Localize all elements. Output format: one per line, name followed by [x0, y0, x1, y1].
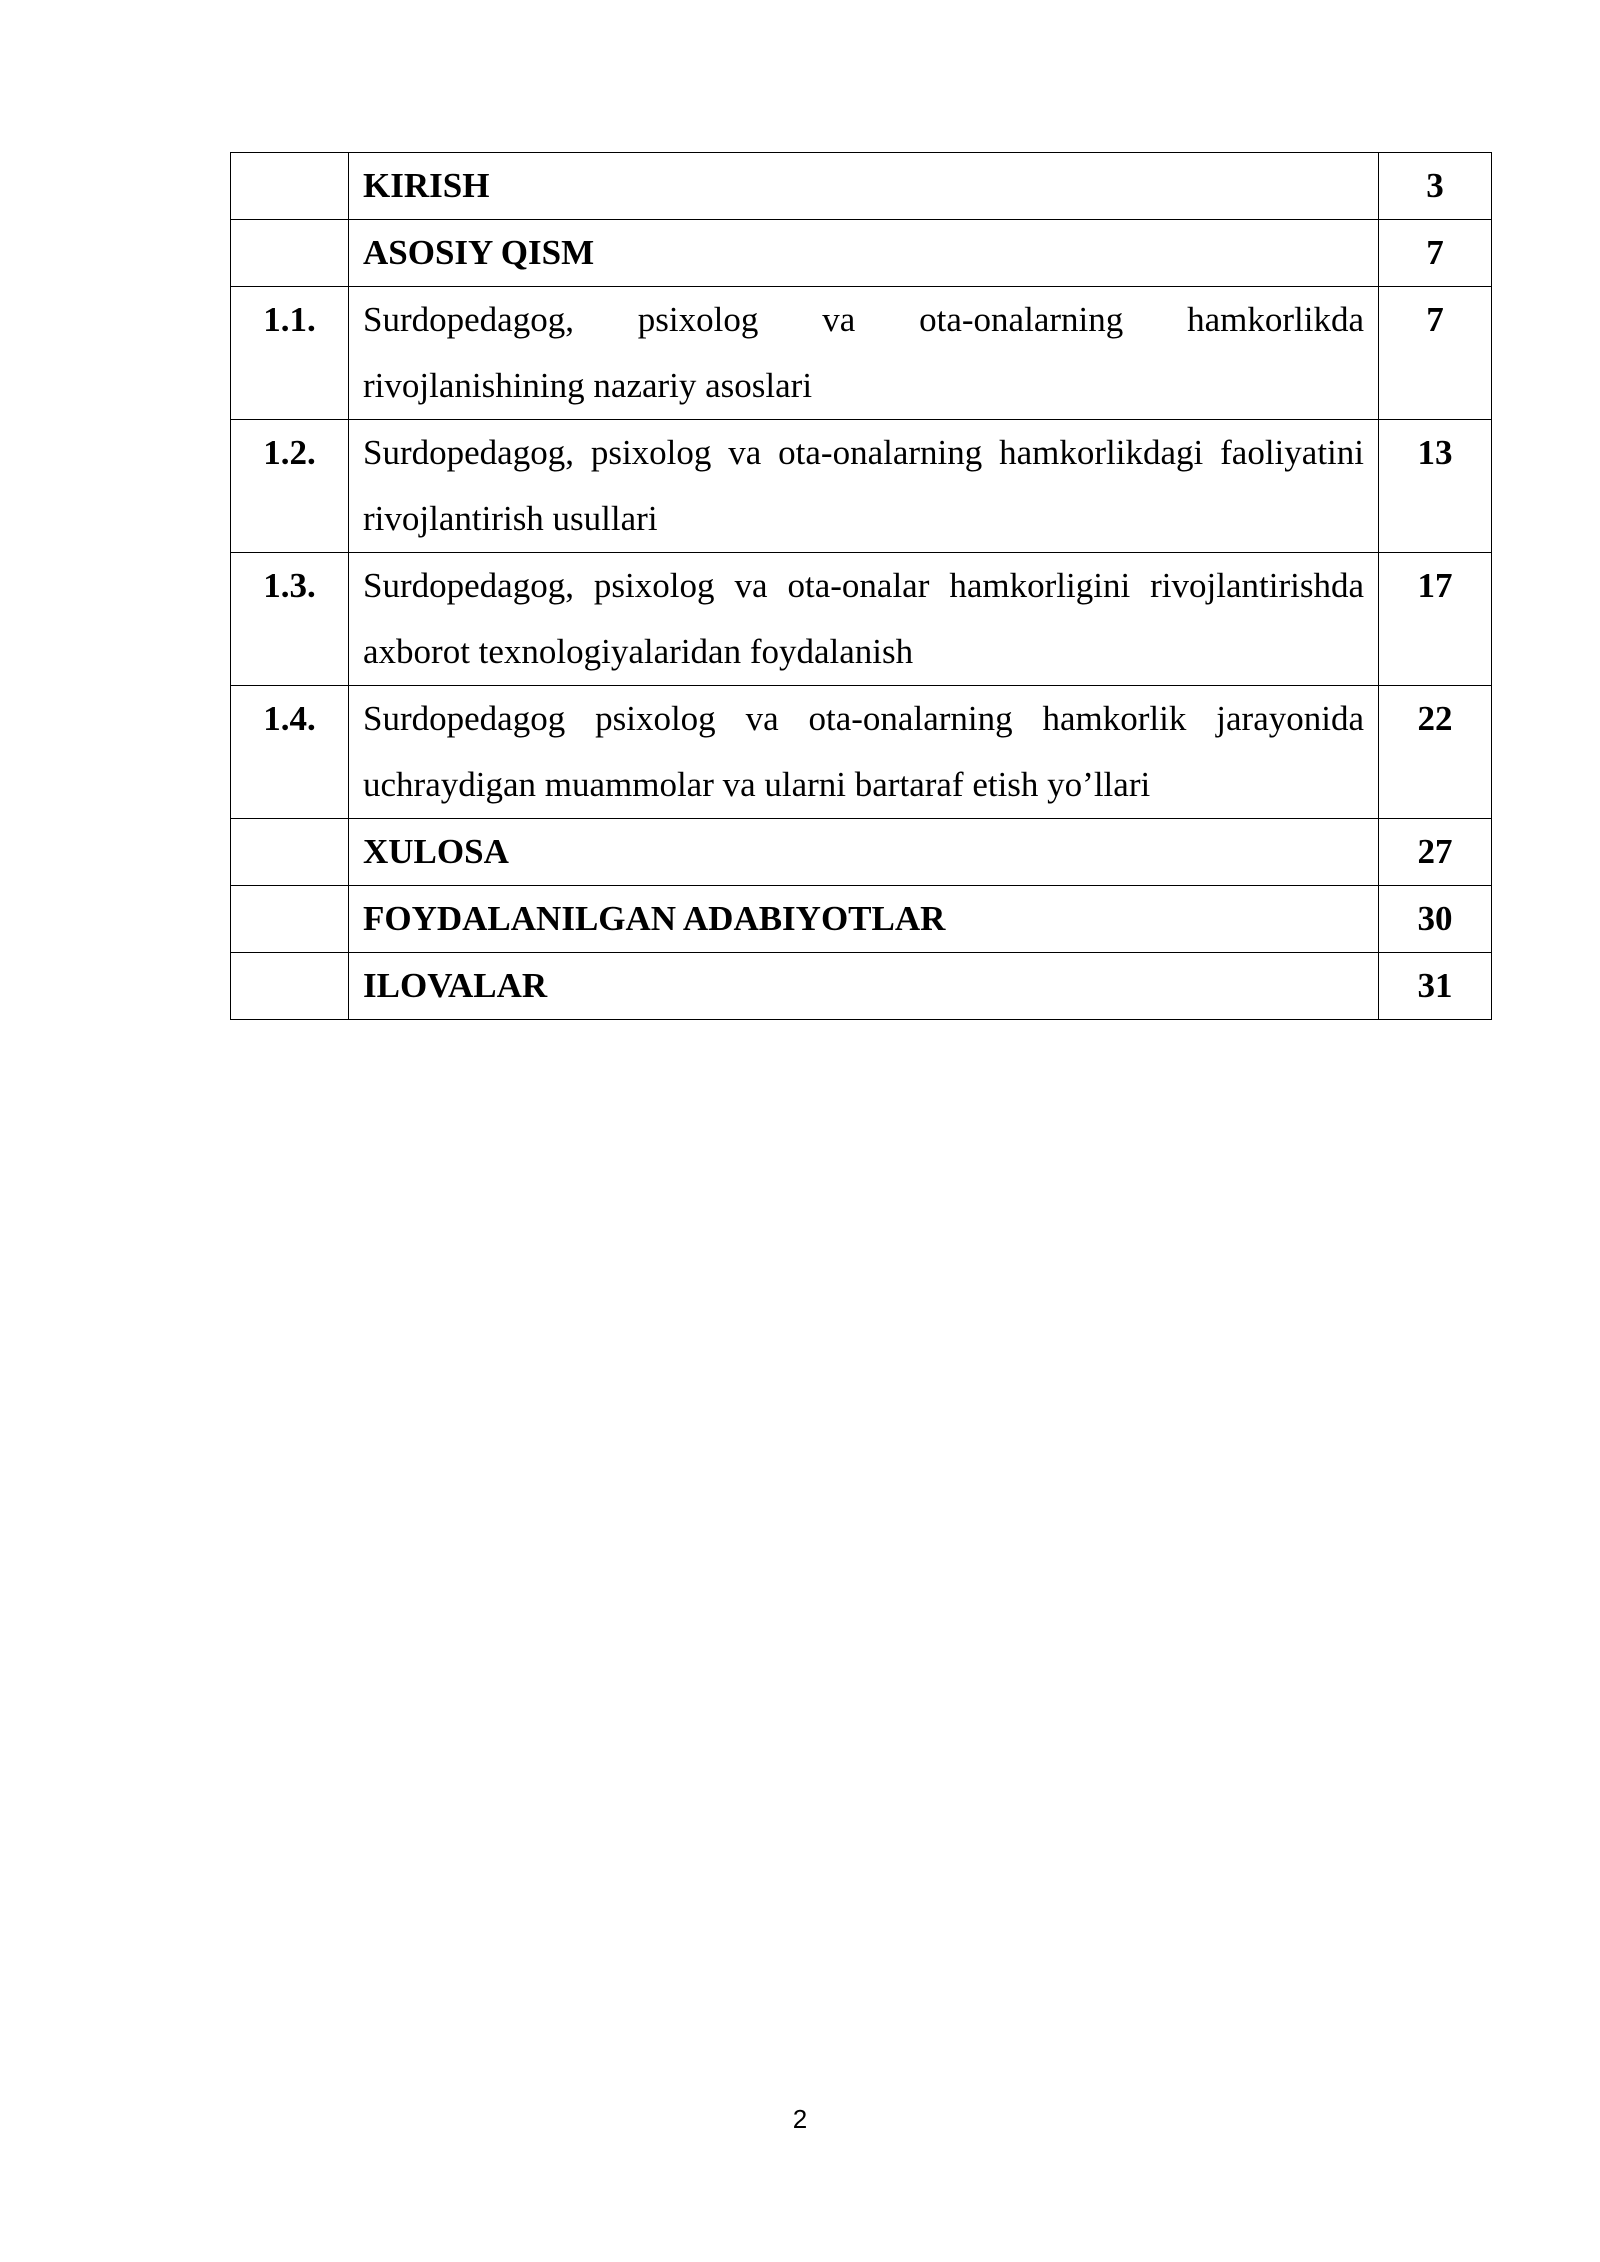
toc-section-number — [231, 953, 349, 1020]
toc-section-title: ASOSIY QISM — [349, 220, 1379, 287]
toc-section-number — [231, 886, 349, 953]
toc-page-number: 7 — [1379, 287, 1492, 420]
toc-section-title: KIRISH — [349, 153, 1379, 220]
toc-page-number: 13 — [1379, 420, 1492, 553]
page-number: 2 — [792, 2104, 808, 2134]
toc-row — [231, 153, 1492, 220]
toc-section-number: 1.1. — [231, 287, 349, 420]
toc-row — [231, 287, 1492, 420]
toc-body — [231, 153, 1492, 1020]
toc-section-number — [231, 220, 349, 287]
toc-section-number — [231, 819, 349, 886]
toc-row — [231, 220, 1492, 287]
toc-page-number: 30 — [1379, 886, 1492, 953]
toc-section-title: XULOSA — [349, 819, 1379, 886]
toc-section-title: Surdopedagog, psixolog va ota-onalarning hamkorlikda rivojlanishining nazariy asoslari — [349, 287, 1379, 420]
toc-section-number — [231, 153, 349, 220]
toc-page-number: 17 — [1379, 553, 1492, 686]
toc-row — [231, 420, 1492, 553]
table-of-contents — [230, 152, 1492, 1020]
toc-section-title: ILOVALAR — [349, 953, 1379, 1020]
toc-section-number: 1.3. — [231, 553, 349, 686]
toc-section-number: 1.4. — [231, 686, 349, 819]
toc-section-title: Surdopedagog psixolog va ota-onalarning hamkorlik jarayonida uchraydigan muammolar va ularni bartaraf etish yo’llari — [349, 686, 1379, 819]
toc-page-number: 22 — [1379, 686, 1492, 819]
toc-page-number: 3 — [1379, 153, 1492, 220]
toc-section-title: Surdopedagog, psixolog va ota-onalarning hamkorlikdagi faoliyatini rivojlantirish usullari — [349, 420, 1379, 553]
toc-row — [231, 953, 1492, 1020]
toc-section-title: Surdopedagog, psixolog va ota-onalar hamkorligini rivojlantirishda axborot texnologiyalaridan foydalanish — [349, 553, 1379, 686]
toc-page-number: 7 — [1379, 220, 1492, 287]
toc-row — [231, 886, 1492, 953]
toc-page-number: 31 — [1379, 953, 1492, 1020]
toc-row — [231, 553, 1492, 686]
toc-section-number: 1.2. — [231, 420, 349, 553]
toc-section-title: FOYDALANILGAN ADABIYOTLAR — [349, 886, 1379, 953]
toc-row — [231, 686, 1492, 819]
toc-page-number: 27 — [1379, 819, 1492, 886]
toc-row — [231, 819, 1492, 886]
